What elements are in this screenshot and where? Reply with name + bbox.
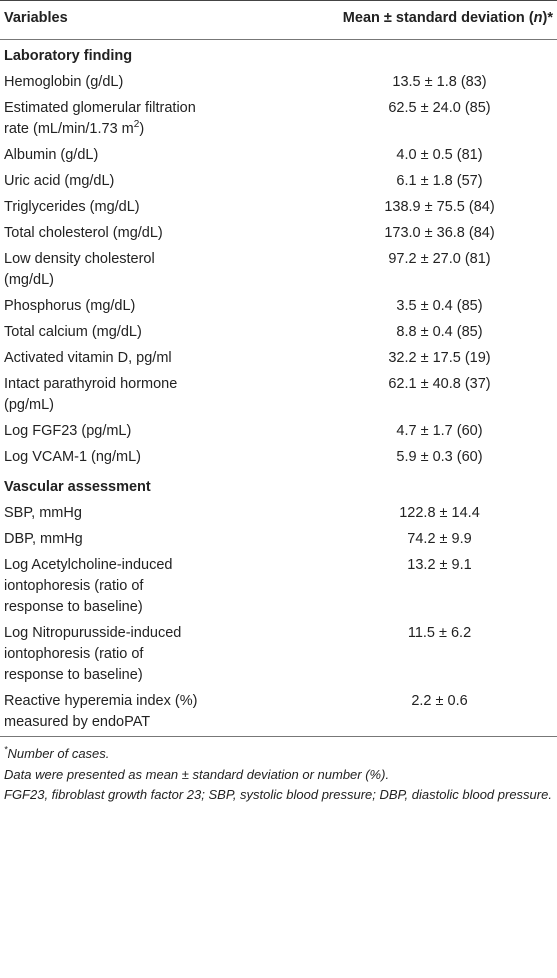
header-mean-sd [300,1,557,39]
table-row [0,527,557,553]
row-value: 4.7 ± 1.7 (60) [396,423,483,439]
row-label [4,72,204,93]
row-label [4,197,204,218]
row-label-cell [0,689,300,736]
footnote-number-of-cases-text: Number of cases. [7,746,110,761]
row-label-cell [0,419,300,445]
row-label-cell [0,169,300,195]
table-row [0,320,557,346]
row-label-text: Low density cholesterol (mg/dL) [4,251,155,288]
row-label-cell [0,195,300,221]
summary-table [0,1,557,736]
row-label-cell [0,221,300,247]
row-label [4,421,204,442]
row-value: 173.0 ± 36.8 (84) [384,225,495,241]
row-label [4,296,204,317]
table-row [0,689,557,736]
row-label [4,322,204,343]
row-value: 5.9 ± 0.3 (60) [396,449,483,465]
row-label-cell [0,553,300,621]
row-value: 122.8 ± 14.4 [399,505,480,521]
row-label-text: Uric acid (mg/dL) [4,173,115,189]
row-value: 6.1 ± 1.8 (57) [396,173,483,189]
row-label-text: Total cholesterol (mg/dL) [4,225,163,241]
row-label [4,529,204,550]
row-label-text: Estimated glomerular filtration rate (mL/min/1.73 m [4,100,196,137]
row-label-superscript: 2 [133,119,140,131]
row-value: 3.5 ± 0.4 (85) [396,298,483,314]
row-label-suffix: ) [139,121,145,137]
row-label [4,447,204,468]
row-label-cell [0,372,300,419]
row-label-text: Total calcium (mg/dL) [4,324,142,340]
table-row [0,294,557,320]
table-row [0,169,557,195]
row-label-text: Reactive hyperemia index (%) measured by endoPAT [4,693,198,730]
row-value: 11.5 ± 6.2 [407,625,472,641]
row-value: 13.5 ± 1.8 (83) [392,74,487,90]
row-label [4,623,204,686]
row-label-text: Log VCAM-1 (ng/mL) [4,449,141,465]
row-label-text: Hemoglobin (g/dL) [4,74,124,90]
row-label-cell [0,527,300,553]
row-value: 74.2 ± 9.9 [407,531,472,547]
row-label-cell [0,621,300,689]
row-label [4,98,204,140]
row-label [4,348,204,369]
table-footnotes [0,737,557,805]
footnote-abbreviations: FGF23, fibroblast growth factor 23; SBP, systolic blood pressure; DBP, diastolic blood pressure. [4,787,552,802]
row-label-cell [0,445,300,471]
row-value: 97.2 ± 27.0 (81) [388,251,491,267]
row-label [4,691,204,733]
header-mean-sd-prefix: Mean ± standard deviation ( [342,10,534,26]
table-row [0,247,557,294]
header-mean-sd-suffix: )* [542,10,553,26]
row-label-cell [0,320,300,346]
table-row [0,445,557,471]
table-header-row [0,1,557,39]
table-row [0,419,557,445]
row-label [4,223,204,244]
row-label-text: Intact parathyroid hormone (pg/mL) [4,376,178,413]
table-row [0,621,557,689]
row-label [4,503,204,524]
row-value: 4.0 ± 0.5 (81) [396,147,483,163]
header-variables: Variables [4,10,68,26]
row-label-text: Phosphorus (mg/dL) [4,298,136,314]
table-row [0,501,557,527]
row-value: 13.2 ± 9.1 [407,557,472,573]
row-value: 32.2 ± 17.5 (19) [388,350,491,366]
row-label [4,171,204,192]
row-value: 8.8 ± 0.4 (85) [396,324,483,340]
row-label-cell [0,70,300,96]
section-title: Vascular assessment [4,479,151,495]
section-row [0,40,557,70]
row-value: 138.9 ± 75.5 (84) [384,199,495,215]
row-label [4,249,204,291]
footnote-mark: * [4,744,8,755]
row-label-text: Triglycerides (mg/dL) [4,199,140,215]
footnote-number-of-cases [4,745,553,764]
table-row [0,553,557,621]
table-row [0,372,557,419]
row-label-text: Log Nitropurusside-induced iontophoresis (ratio of response to baseline) [4,625,182,683]
section-title: Laboratory finding [4,48,133,64]
row-label-text: DBP, mmHg [4,531,83,547]
row-value: 62.1 ± 40.8 (37) [388,376,491,392]
table-row [0,96,557,143]
header-mean-sd-n: n [533,10,543,26]
row-label-text: Log FGF23 (pg/mL) [4,423,132,439]
row-value: 2.2 ± 0.6 [411,693,468,709]
row-label-cell [0,143,300,169]
row-value: 62.5 ± 24.0 (85) [388,100,491,116]
row-label-text: Albumin (g/dL) [4,147,99,163]
row-label-text: Activated vitamin D, pg/ml [4,350,172,366]
row-label-cell [0,294,300,320]
footnote-data-presented: Data were presented as mean ± standard deviation or number (%). [4,766,390,782]
row-label-cell [0,247,300,294]
table-row [0,221,557,247]
section-row [0,471,557,501]
row-label-cell [0,346,300,372]
row-label [4,374,204,416]
row-label-text: SBP, mmHg [4,505,82,521]
table-row [0,346,557,372]
row-label-cell [0,96,300,143]
row-label [4,555,204,618]
table-row [0,143,557,169]
table-row [0,70,557,96]
row-label-cell [0,501,300,527]
table-row [0,195,557,221]
row-label-text: Log Acetylcholine-induced iontophoresis (ratio of response to baseline) [4,557,173,615]
row-label [4,145,204,166]
